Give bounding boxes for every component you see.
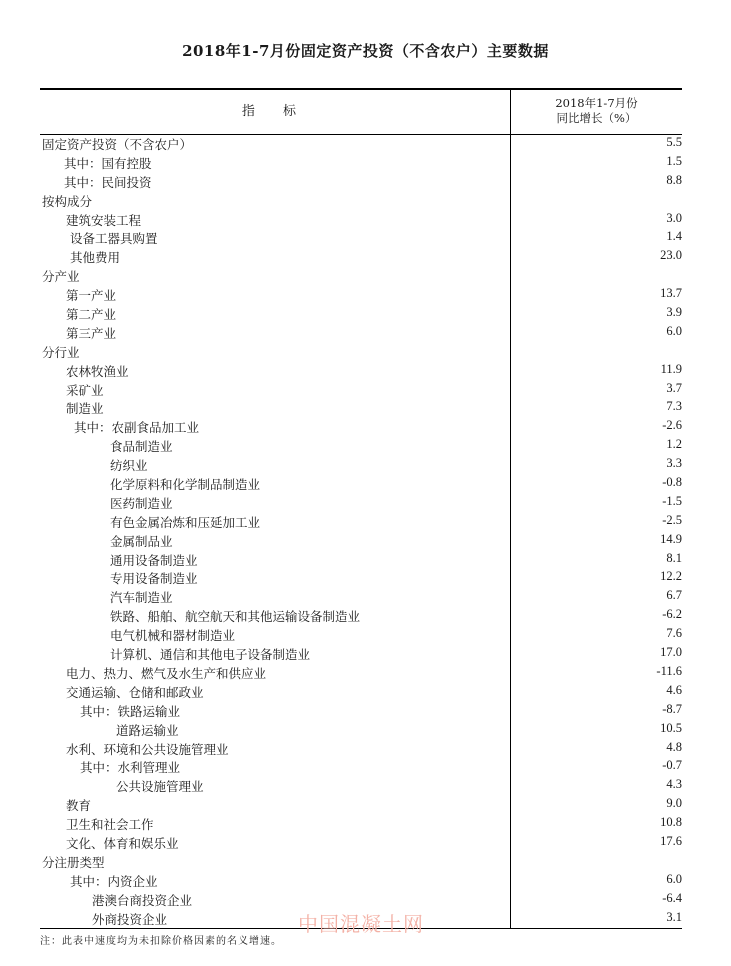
table-row: [40, 361, 682, 380]
header-value-line2: 同比增长（%）: [556, 111, 637, 125]
row-label: 固定资产投资（不含农户）: [42, 137, 193, 152]
row-label: 港澳台商投资企业: [92, 892, 193, 908]
row-value: 3.0: [666, 210, 682, 225]
table-row: [40, 776, 682, 795]
row-label: 其中：内资企业: [70, 873, 158, 889]
header-value-line1: 2018年1-7月份: [555, 96, 638, 110]
row-value: -2.5: [662, 512, 682, 527]
row-value: 6.0: [666, 871, 682, 886]
table-row: [40, 757, 682, 776]
row-value: 4.8: [666, 739, 682, 754]
row-value: 10.8: [660, 815, 682, 830]
table-row: [40, 814, 682, 833]
row-value: 23.0: [660, 248, 682, 263]
row-value: 1.2: [666, 437, 682, 452]
row-value: -2.6: [662, 418, 682, 433]
row-value: -6.4: [662, 890, 682, 905]
table-row: [40, 398, 682, 417]
row-value: 9.0: [666, 796, 682, 811]
watermark: 中国混凝土网: [298, 912, 424, 936]
row-value: 4.3: [666, 777, 682, 792]
row-label: 外商投资企业: [92, 911, 168, 927]
row-value: 8.1: [666, 550, 682, 565]
row-label: 分产业: [42, 269, 80, 285]
row-label: 交通运输、仓储和邮政业: [66, 684, 204, 700]
table-row: [40, 342, 682, 361]
row-label: 农林牧渔业: [66, 363, 129, 379]
row-value: -0.8: [662, 475, 682, 490]
table-row: [40, 833, 682, 852]
row-value: 3.9: [666, 305, 682, 320]
row-label: 卫生和社会工作: [66, 817, 154, 833]
table-row: [40, 852, 682, 871]
row-value: 5.5: [666, 135, 682, 149]
row-label: 电力、热力、燃气及水生产和供应业: [66, 665, 267, 681]
table-row: [40, 682, 682, 701]
row-label: 金属制品业: [110, 533, 173, 549]
table-row: [40, 153, 682, 172]
row-label: 纺织业: [110, 458, 148, 474]
row-label: 有色金属冶炼和压延加工业: [110, 514, 261, 530]
row-value: 12.2: [660, 569, 682, 584]
table-row: [40, 587, 682, 606]
table-row: [40, 625, 682, 644]
row-label: 铁路、船舶、航空航天和其他运输设备制造业: [110, 609, 361, 625]
table-row: [40, 266, 682, 285]
row-label: 第二产业: [66, 307, 117, 323]
table-row: [40, 739, 682, 758]
row-value: -0.7: [662, 758, 682, 773]
row-label: 教育: [66, 798, 92, 814]
header-value: [511, 96, 682, 126]
row-label: 其中：民间投资: [64, 174, 152, 190]
row-label: 其中：铁路运输业: [80, 703, 181, 719]
row-label: 通用设备制造业: [110, 552, 198, 568]
table-row: [40, 172, 682, 191]
table-row: [40, 228, 682, 247]
table-row: [40, 380, 682, 399]
row-value: 7.6: [666, 626, 682, 641]
table-row: [40, 531, 682, 550]
row-value: 13.7: [660, 286, 682, 301]
table-row: [40, 568, 682, 587]
row-label: 其他费用: [70, 250, 121, 266]
row-value: -11.6: [656, 663, 682, 678]
table-header: [40, 90, 682, 134]
table-row: [40, 701, 682, 720]
row-label: 化学原料和化学制品制造业: [110, 477, 261, 493]
table-row: [40, 191, 682, 210]
table-row: [40, 644, 682, 663]
table-row: [40, 323, 682, 342]
table-row: [40, 550, 682, 569]
row-label: 公共设施管理业: [116, 779, 204, 795]
row-label: 第一产业: [66, 288, 117, 304]
row-value: 3.1: [666, 909, 682, 924]
table-row: [40, 493, 682, 512]
row-label: 计算机、通信和其他电子设备制造业: [110, 647, 311, 663]
row-label: 文化、体育和娱乐业: [66, 835, 179, 851]
row-value: 17.6: [660, 833, 682, 848]
table-row: [40, 795, 682, 814]
row-value: 1.5: [666, 153, 682, 168]
row-label: 医药制造业: [110, 495, 173, 511]
row-value: 6.7: [666, 588, 682, 603]
table-row: [40, 720, 682, 739]
row-label: 专用设备制造业: [110, 571, 198, 587]
row-value: 1.4: [666, 229, 682, 244]
row-label: 设备工器具购置: [70, 231, 158, 247]
row-label: 按构成分: [42, 193, 93, 209]
row-value: -1.5: [662, 493, 682, 508]
row-label: 分注册类型: [42, 854, 105, 870]
row-value: 10.5: [660, 720, 682, 735]
row-value: 3.3: [666, 456, 682, 471]
table-row: [40, 663, 682, 682]
row-value: -8.7: [662, 701, 682, 716]
row-label: 电气机械和器材制造业: [110, 628, 236, 644]
table-row: [40, 890, 682, 909]
row-label: 其中：国有控股: [64, 155, 152, 171]
table-row: [40, 417, 682, 436]
row-label: 第三产业: [66, 325, 117, 341]
row-value: 8.8: [666, 172, 682, 187]
table-body: [40, 134, 682, 927]
header-indicator: 指 标: [241, 104, 309, 119]
row-label: 汽车制造业: [110, 590, 173, 606]
row-label: 制造业: [66, 401, 104, 417]
row-label: 其中：农副食品加工业: [74, 420, 200, 436]
row-label: 食品制造业: [110, 439, 173, 455]
row-label: 采矿业: [66, 382, 104, 398]
row-label: 道路运输业: [116, 722, 179, 738]
table-row: [40, 285, 682, 304]
table-row: [40, 304, 682, 323]
table-row: [40, 474, 682, 493]
row-value: 11.9: [660, 361, 682, 376]
row-label: 其中：水利管理业: [80, 760, 181, 776]
table-row: [40, 247, 682, 266]
table-row: [40, 134, 682, 153]
row-value: 17.0: [660, 645, 682, 660]
page-title: 2018年1-7月份固定资产投资（不含农户）主要数据: [182, 42, 549, 60]
row-value: 7.3: [666, 399, 682, 414]
row-label: 分行业: [42, 344, 80, 360]
table-row: [40, 871, 682, 890]
table-row: [40, 210, 682, 229]
row-value: -6.2: [662, 607, 682, 622]
footnote: 注：此表中速度均为未扣除价格因素的名义增速。: [40, 936, 282, 947]
table-row: [40, 512, 682, 531]
row-label: 水利、环境和公共设施管理业: [66, 741, 229, 757]
row-value: 4.6: [666, 682, 682, 697]
row-label: 建筑安装工程: [66, 212, 142, 228]
table-row: [40, 455, 682, 474]
row-value: 6.0: [666, 323, 682, 338]
row-value: 14.9: [660, 531, 682, 546]
table-row: [40, 606, 682, 625]
table-row: [40, 436, 682, 455]
row-value: 3.7: [666, 380, 682, 395]
